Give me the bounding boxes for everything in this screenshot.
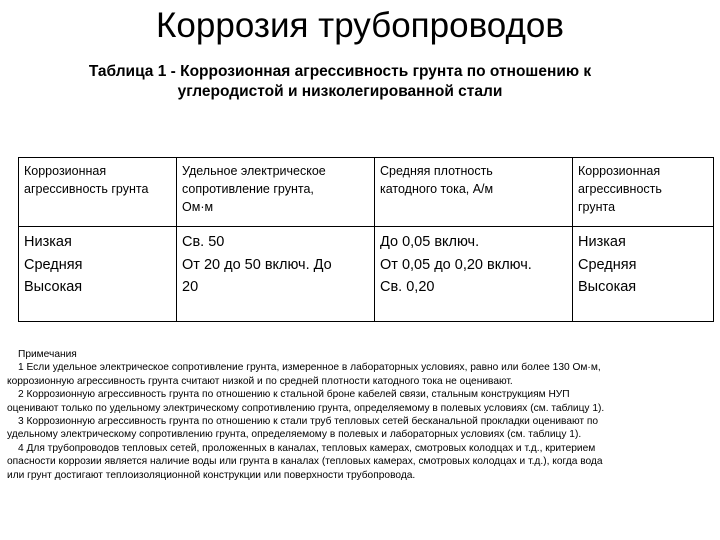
note-line: 2 Коррозионную агрессивность грунта по отношению к стальной броне кабелей связи, стальным конструкциям НУП (18, 389, 570, 401)
cell-line: Высокая (578, 279, 637, 295)
cell-line: Св. 0,20 (380, 279, 435, 295)
cell-line: Средняя (578, 256, 637, 273)
header-line: катодного тока, А/м (380, 182, 494, 196)
header-cell-resistivity (177, 158, 375, 227)
note-line: 3 Коррозионную агрессивность грунта по отношению к стали труб тепловых сетей бесканальной прокладки оценивают по (18, 416, 599, 428)
cell-line: 20 (182, 279, 199, 295)
header-cell-corrosivity (19, 158, 177, 227)
table-caption-line: Таблица 1 - Коррозионная агрессивность грунта по отношению к (88, 63, 592, 80)
cell-line: От 0,05 до 0,20 включ. (380, 256, 532, 273)
table-cell (573, 227, 714, 322)
note-line: опасности коррозии является наличие воды или грунта в каналах (тепловых камерах, смотровых колодцах и т.д.), когда вода (7, 456, 603, 468)
cell-line: Низкая (578, 234, 626, 250)
note-line: оценивают только по удельному электрическому сопротивлению грунта, определяемому в полевых условиях (см. таблицу 1). (7, 402, 605, 414)
cell-line: Средняя (24, 256, 83, 273)
header-line: Коррозионная (24, 164, 107, 178)
table-caption-line: углеродистой и низколегированной стали (177, 83, 503, 100)
table-cell (19, 227, 177, 322)
header-line: Удельное электрическое (182, 164, 326, 178)
note-line: или грунт достигают теплоизоляционной конструкции или поверхности трубопровода. (7, 469, 416, 481)
header-cell-current-density (375, 158, 573, 227)
header-line: Коррозионная (578, 164, 661, 178)
table-cell (375, 227, 573, 322)
table-caption (30, 62, 650, 102)
header-line: Средняя плотность (380, 164, 493, 178)
cell-line: Низкая (24, 234, 72, 250)
note-line: 4 Для трубопроводов тепловых сетей, проложенных в каналах, тепловых камерах, смотровых колодцах и т.д., критерием (18, 442, 596, 454)
table-header-row (19, 158, 714, 227)
header-line: грунта (578, 200, 616, 214)
header-cell-corrosivity-2 (573, 158, 714, 227)
notes-heading: Примечания (18, 349, 77, 360)
cell-line: Св. 50 (182, 234, 225, 250)
corrosivity-table (18, 157, 714, 322)
header-line: агрессивность грунта (24, 182, 149, 196)
cell-line: От 20 до 50 включ. До (182, 256, 332, 273)
header-line: Ом·м (182, 200, 214, 214)
header-line: агрессивность (578, 182, 662, 196)
cell-line: Высокая (24, 279, 83, 295)
header-line: сопротивление грунта, (182, 182, 314, 196)
table-row (19, 227, 714, 322)
page-title: Коррозия трубопроводов (156, 6, 564, 45)
table-cell (177, 227, 375, 322)
cell-line: До 0,05 включ. (380, 234, 480, 250)
note-line: 1 Если удельное электрическое сопротивление грунта, измеренное в лабораторных условиях, равно или более 130 Ом·м, (18, 362, 601, 374)
note-line: удельному электрическому сопротивлению грунта, определяемому в полевых и лабораторных условиях (см. таблицу 1). (7, 429, 582, 441)
note-line: коррозионную агрессивность грунта считают низкой и по средней плотности катодного тока не оценивают. (7, 375, 513, 387)
notes-block (7, 348, 715, 482)
